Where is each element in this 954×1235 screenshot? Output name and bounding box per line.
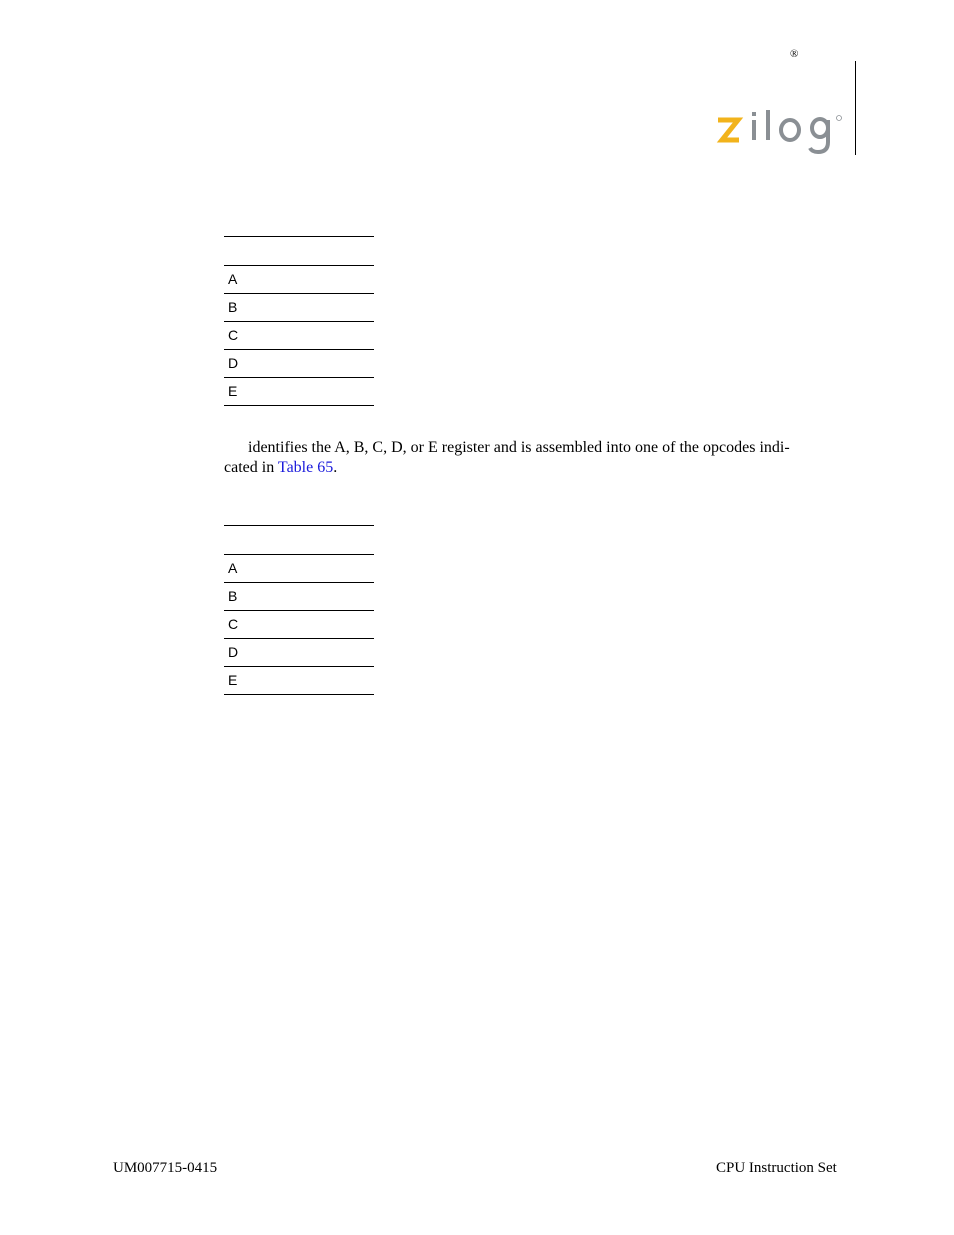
paragraph-line-1: identifies the A, B, C, D, or E register and is assembled into one of the opcodes indi-: [248, 439, 790, 456]
table-row: B: [224, 583, 374, 611]
table-row: D: [224, 639, 374, 667]
header-divider: [855, 61, 856, 155]
table-row: C: [224, 322, 374, 350]
table-row: E: [224, 378, 374, 406]
table-row: B: [224, 294, 374, 322]
table-reference-link[interactable]: Table 65: [277, 459, 334, 476]
table-header-row: [224, 236, 374, 266]
table-row: C: [224, 611, 374, 639]
register-table-1: [224, 236, 374, 406]
description-paragraph: [224, 438, 834, 478]
table-row: A: [224, 266, 374, 294]
paragraph-suffix: .: [333, 459, 338, 476]
footer-document-id: UM007715-0415: [113, 1160, 218, 1176]
table-row: D: [224, 350, 374, 378]
table-header-row: [224, 525, 374, 555]
footer-section-title: CPU Instruction Set: [716, 1160, 837, 1176]
table-row: E: [224, 667, 374, 695]
paragraph-prefix: cated in: [224, 459, 278, 476]
registered-mark: ®: [790, 48, 799, 60]
zilog-logo: [712, 104, 846, 158]
register-table-2: [224, 525, 374, 695]
paragraph-line-2: [224, 458, 834, 478]
table-row: A: [224, 555, 374, 583]
